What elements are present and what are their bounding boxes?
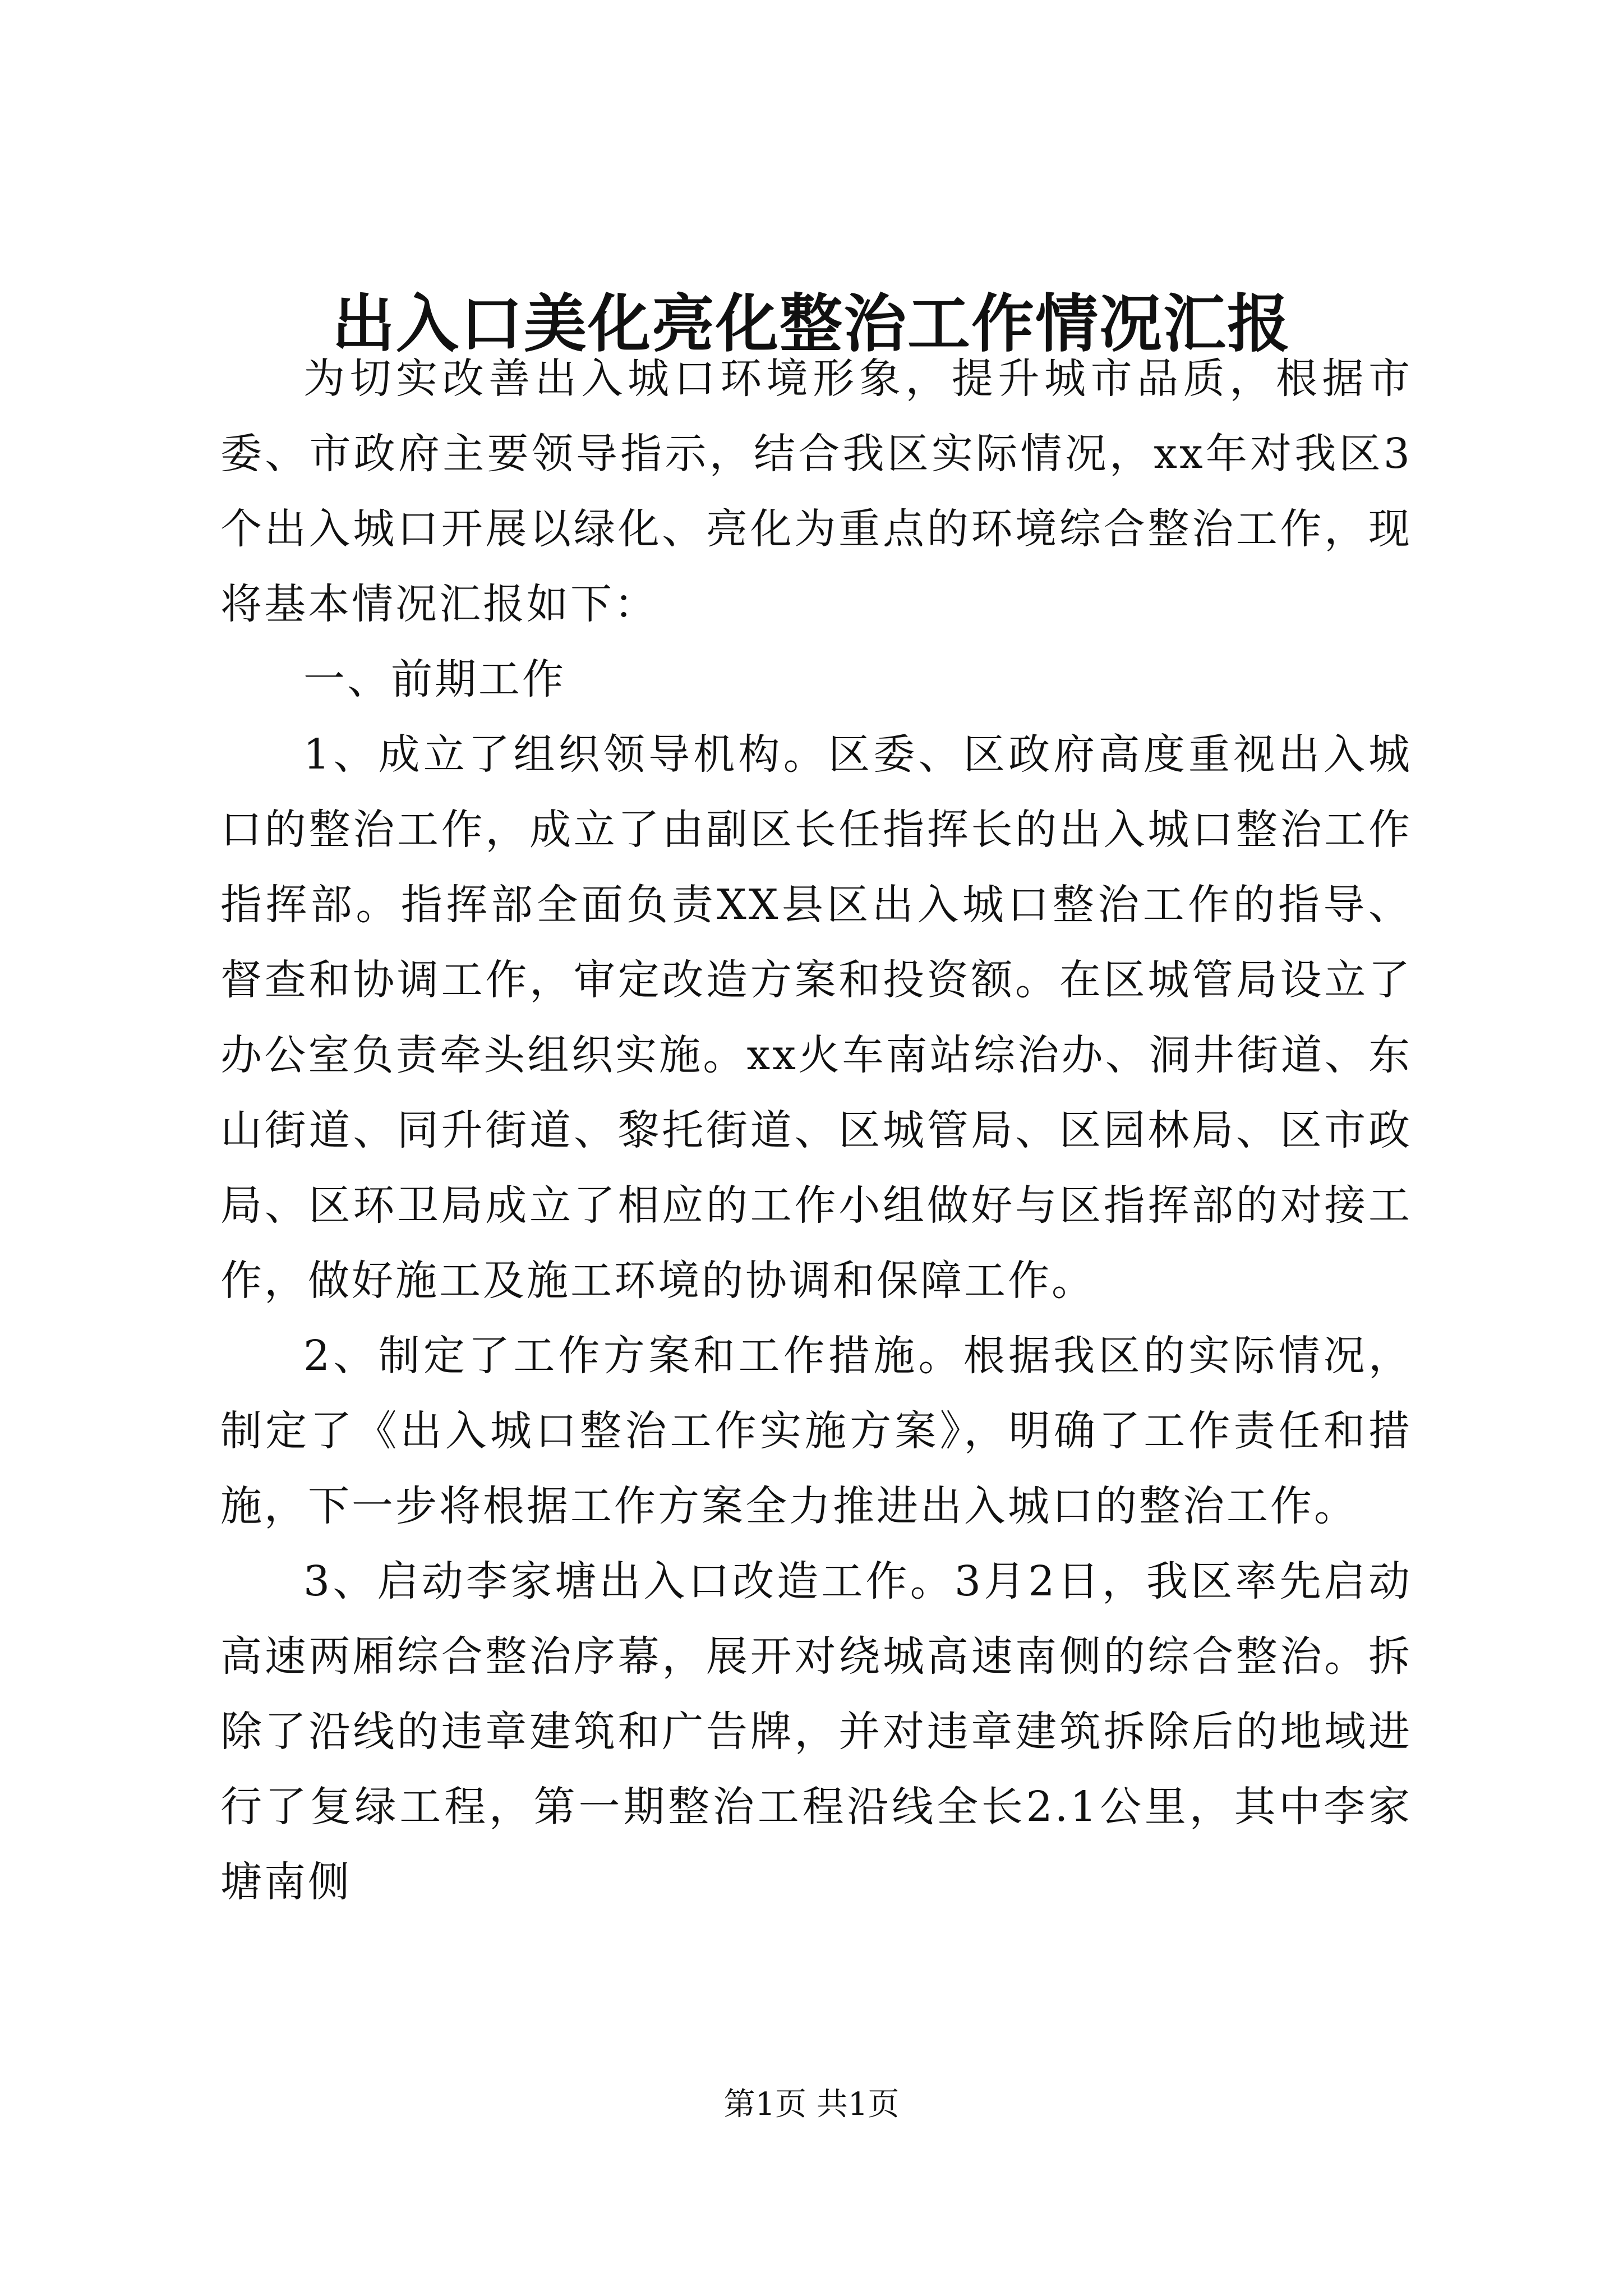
paragraph-organization: 1、成立了组织领导机构。区委、区政府高度重视出入城口的整治工作，成立了由副区长任指挥长的出入城口整治工作指挥部。指挥部全面负责XX县区出入城口整治工作的指导、督查和协调工作，审定改造方案和投资额。在区城管局设立了办公室负责牵头组织实施。xx火车南站综治办、洞井街道、东山街道、同升街道、黎托街道、区城管局、区园林局、区市政局、区环卫局成立了相应的工作小组做好与区指挥部的对接工作，做好施工及施工环境的协调和保障工作。: [220, 730, 1412, 1305]
paragraph-lijiatang: 3、启动李家塘出入口改造工作。3月2日，我区率先启动高速两厢综合整治序幕，展开对绕城高速南侧的综合整治。拆除了沿线的违章建筑和广告牌，并对违章建筑拆除后的地域进行了复绿工程，第一期整治工程沿线全长2.1公里，其中李家塘南侧: [220, 1557, 1412, 1906]
paragraph-plan: 2、制定了工作方案和工作措施。根据我区的实际情况，制定了《出入城口整治工作实施方案》，明确了工作责任和措施，下一步将根据工作方案全力推进出入城口的整治工作。: [220, 1332, 1412, 1530]
intro-paragraph: 为切实改善出入城口环境形象，提升城市品质，根据市委、市政府主要领导指示，结合我区实际情况，xx年对我区3个出入城口开展以绿化、亮化为重点的环境综合整治工作，现将基本情况汇报如下：: [220, 355, 1412, 628]
document-body: [220, 341, 1412, 1920]
document-title: 出入口美化亮化整治工作情况汇报: [332, 287, 1291, 361]
page-footer: 第1页 共1页: [723, 2086, 900, 2123]
section-heading-early-work: 一、前期工作: [303, 655, 566, 703]
